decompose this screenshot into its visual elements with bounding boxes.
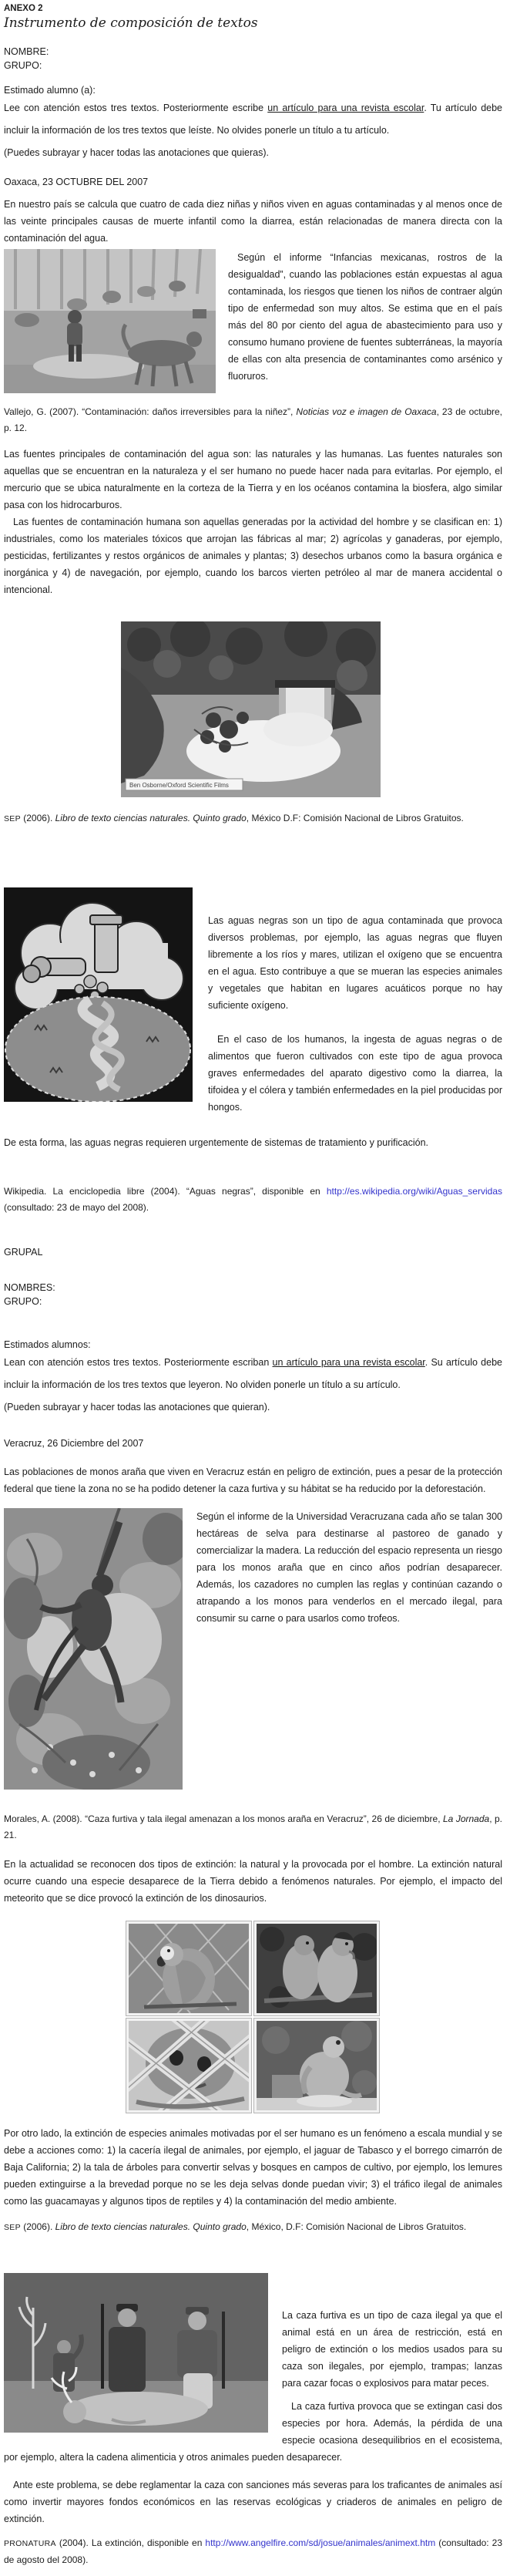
citation-text-cont: (consultado: 23 de agosto del 2008). [4,2537,502,2565]
citation-text-cont: , México, D.F: Comisión Nacional de Libros Gratuitos. [246,2221,467,2232]
citation-text-cont: , México D.F: Comisión Nacional de Libros Gratuitos. [246,813,464,823]
citation-pronatura [4,2535,502,2568]
paragraph-fuentes-humanas: Las fuentes de contaminación humana son aquellas generadas por la actividad del hombre y se clasifican en: 1) industriales, como los materiales tóxicos que arrojan las fábricas al mar; 2) agrícolas y ganaderas, por ejemplo, pesticidas, fertilizantes y restos orgánicos de animales y plantas; 3) desechos urbanos como la basura orgánica e inorgánica y 4) de navegación, por ejemplo, cuando los barcos vierten petróleo al mar de manera accidental o intencional. [4,517,502,595]
photo-spider-monkey-in-tree [4,1508,183,1790]
paragraph-universidad-veracruzana: Según el informe de la Universidad Veracruzana cada año se talan 300 hectáreas de selva para destinarse al pastoreo de ganado y comercializar la madera. La reducción del espacio representa un riesgo para los monos araña que en cinco años podrían desaparecer. Además, los cazadores no cumplen las reglas y continúan cazando o atrapando a los monos para venderlos en el mercado ilegal, para consumir su carne o para usarlos como trofeos. [196,1511,502,1624]
group-fields [4,1281,502,1308]
wikipedia-aguas-servidas-link[interactable]: http://es.wikipedia.org/wiki/Aguas_servidas [326,1186,502,1197]
anexo-label: ANEXO 2 [4,4,43,13]
instructions-grupal [4,1352,502,1396]
dateline-veracruz: Veracruz, 26 Diciembre del 2007 [4,1438,144,1449]
citation-source-italic: La Jornada [443,1813,490,1824]
citation-sep-2 [4,2219,502,2236]
grupal-heading: GRUPAL [4,1247,43,1258]
instructions-text-cont: . Su artículo debe incluir la información de los tres textos que leyeron. No olviden ponerle un título a su artículo. [4,1357,502,1390]
paragraph-reglamentar-caza: Ante este problema, se debe reglamentar la caza con sanciones más severas para los traficantes de animales así como invertir mayores fondos económicos en las reservas ecológicas y criaderos de animales en peligro de extinción. [4,2480,502,2524]
citation-source-italic: Libro de texto ciencias naturales. Quinto grado [55,813,247,823]
dateline-oaxaca: Oaxaca, 23 OCTUBRE DEL 2007 [4,177,149,187]
citation-text-cont: , 23 de octubre, p. 12. [4,406,502,433]
photo-child-and-dog-contaminated-water [4,249,216,393]
instructions-underlined-phrase: un artículo para una revista escolar [267,103,424,113]
citation-org: SEP [4,814,21,823]
citation-text: (2004). La extinción, disponible en [55,2537,206,2548]
name-field-label: NOMBRE: [4,46,49,57]
angelfire-extincion-link[interactable]: http://www.angelfire.com/sd/josue/animales/animext.htm [205,2537,436,2548]
paragraph-caza-furtiva-2: La caza furtiva provoca que se extingan casi dos especies por hora. Además, la pérdida de una especie ocasiona desequilibrios en el ecosistema, por ejemplo, altera la cadena alimenticia y otros animales pueden desaparecer. [4,2401,502,2463]
citation-source-italic: Libro de texto ciencias naturales. Quinto grado [55,2221,247,2232]
photo-credit-label: Ben Osborne/Oxford Scientific Films [129,782,229,789]
citation-morales [4,1811,502,1844]
photo-monkey-sitting [253,2018,380,2113]
instructions-text: Lean con atención estos tres textos. Posteriormente escriban [4,1357,273,1368]
photo-monkey-behind-fence [126,2018,252,2113]
salutation-individual: Estimado alumno (a): [4,85,96,96]
instructions-note-individual: (Puedes subrayar y hacer todas las anotaciones que quieras). [4,147,269,158]
photo-hunters-with-dead-deer [4,2273,268,2433]
paragraph-tratamiento: De esta forma, las aguas negras requieren urgentemente de sistemas de tratamiento y purificación. [4,1137,428,1148]
photo-sewage-dam-river [121,621,381,797]
photo-grid-captive-animals [126,1921,380,2113]
photo-two-parrots-on-branch [253,1921,380,2016]
citation-wikipedia [4,1184,502,1216]
citation-vallejo [4,404,502,436]
document-title: Instrumento de composición de textos [4,15,258,31]
instructions-note-grupal: (Pueden subrayar y hacer todas las anotaciones que quieran). [4,1402,270,1413]
salutation-grupal: Estimados alumnos: [4,1339,91,1350]
student-fields [4,45,502,72]
citation-source-italic: Noticias voz e imagen de Oaxaca [296,406,437,417]
instructions-underlined-phrase: un artículo para una revista escolar [272,1357,425,1368]
instructions-text: Lee con atención estos tres textos. Posteriormente escribe [4,103,268,113]
citation-text-cont: , p. 21. [4,1813,502,1840]
paragraph-aguas-negras-1: Las aguas negras son un tipo de agua contaminada que provoca diversos problemas, por ejemplo, las aguas negras que fluyen libremente a los ríos y mares, utilizan el oxígeno que se encuentra en el agua. Esto contribuye a que se mueran las especies animales y vegetales que habitan en lugares acuáticos porque no hay suficiente oxígeno. [208,915,502,1011]
names-field-label: NOMBRES: [4,1282,55,1293]
instructions-text-cont: . Tu artículo debe incluir la información de los tres textos que leíste. No olvides ponerle un título a tu artículo. [4,103,502,136]
citation-text: (2006). [20,813,55,823]
citation-text: Wikipedia. La enciclopedia libre (2004). “Aguas negras”, disponible en [4,1186,327,1197]
paragraph-caza-furtiva-1: La caza furtiva es un tipo de caza ilegal ya que el animal está en un área de restricción, está en peligro de extinción o los medios usados para su caza son ilegales, por ejemplo, trampas; lanzas para cazar focas o explosivos para matar peces. [282,2310,502,2389]
citation-org: SEP [4,2223,21,2232]
paragraph-fuentes-naturales: Las fuentes principales de contaminación del agua son: las naturales y las humanas. Las fuentes naturales son aquellas que se encuentran en la naturaleza y el ser humano no puede hacer nada para evitarlas. Por ejemplo, el mercurio que se ubica naturalmente en la corteza de la Tierra y en los océanos contamina la biosfera, algo similar pasa con los hidrocarburos. [4,449,502,510]
citation-sep-1 [4,810,502,827]
illustration-aguas-negras-cartoon [4,887,193,1102]
citation-org: PRONATURA [4,2539,56,2548]
citation-text: Vallejo, G. (2007). “Contaminación: daños irreversibles para la niñez”, [4,406,297,417]
paragraph-water-intro: En nuestro país se calcula que cuatro de cada diez niñas y niños viven en aguas contaminadas y al menos once de las veinte principales causas de muerte infantil como la diarrea, están relacionadas de manera directa con la contaminación del agua. [4,199,502,244]
group-field-label: GRUPO: [4,1296,42,1307]
paragraph-monos-intro: Las poblaciones de monos araña que viven en Veracruz están en peligro de extinción, pues a pesar de la protección federal que tiene la zona no se ha podido detener la caza furtiva y su hábitat se ha reducido por la deforestación. [4,1466,502,1494]
instructions-individual [4,97,502,142]
group-field-label: GRUPO: [4,60,42,71]
citation-text: Morales, A. (2008). “Caza furtiva y tala ilegal amenazan a los monos araña en Veracruz”, 26 de diciembre, [4,1813,443,1824]
paragraph-tipos-extincion: En la actualidad se reconocen dos tipos de extinción: la natural y la provocada por el hombre. La extinción natural ocurre cuando una especie desaparece de la Tierra debido a fenómenos naturales. Por ejemplo, el impacto del meteorito que se dice provocó la extinción de los dinosaurios. [4,1859,502,1904]
citation-text-cont: (consultado: 23 de mayo del 2008). [4,1202,149,1213]
paragraph-aguas-negras-2: En el caso de los humanos, la ingesta de aguas negras o de alimentos que fueron cultivados con este tipo de agua provoca graves enfermedades del aparato digestivo como la diarrea, la tifoidea y el cólera y también enfermedades en la piel producidas por hongos. [208,1034,502,1113]
citation-text: (2006). [20,2221,55,2232]
paragraph-infancias-report: Según el informe “Infancias mexicanas, rostros de la desigualdad”, cuando las poblaciones están expuestas al agua contaminada, los riesgos que tienen los niños de contraer algún tipo de enfermedad son muy altos. Se estima que en el país más del 80 por ciento del agua de abastecimiento para uso y consumo humano proviene de fuentes subterráneas, la mayoría de ellas con alta presencia de contaminantes como arsénico y fluoruros. [228,252,502,382]
paragraph-extincion-humana: Por otro lado, la extinción de especies animales motivadas por el ser humano es un fenómeno a escala mundial y se debe a acciones como: 1) la cacería ilegal de animales, por ejemplo, el jaguar de Tabasco y el borrego cimarrón de Baja California; 2) la tala de árboles para convertir selvas y bosques en campos de cultivo, por ejemplo, los lemures pueden extinguirse a la brevedad porque no se les deja selvas donde puedan vivir; 3) el tráfico ilegal de animales como las guacamayas y algunos tipos de reptiles y 4) la contaminación del medio ambiente. [4,2128,502,2207]
photo-parrot-in-cage [126,1921,252,2016]
